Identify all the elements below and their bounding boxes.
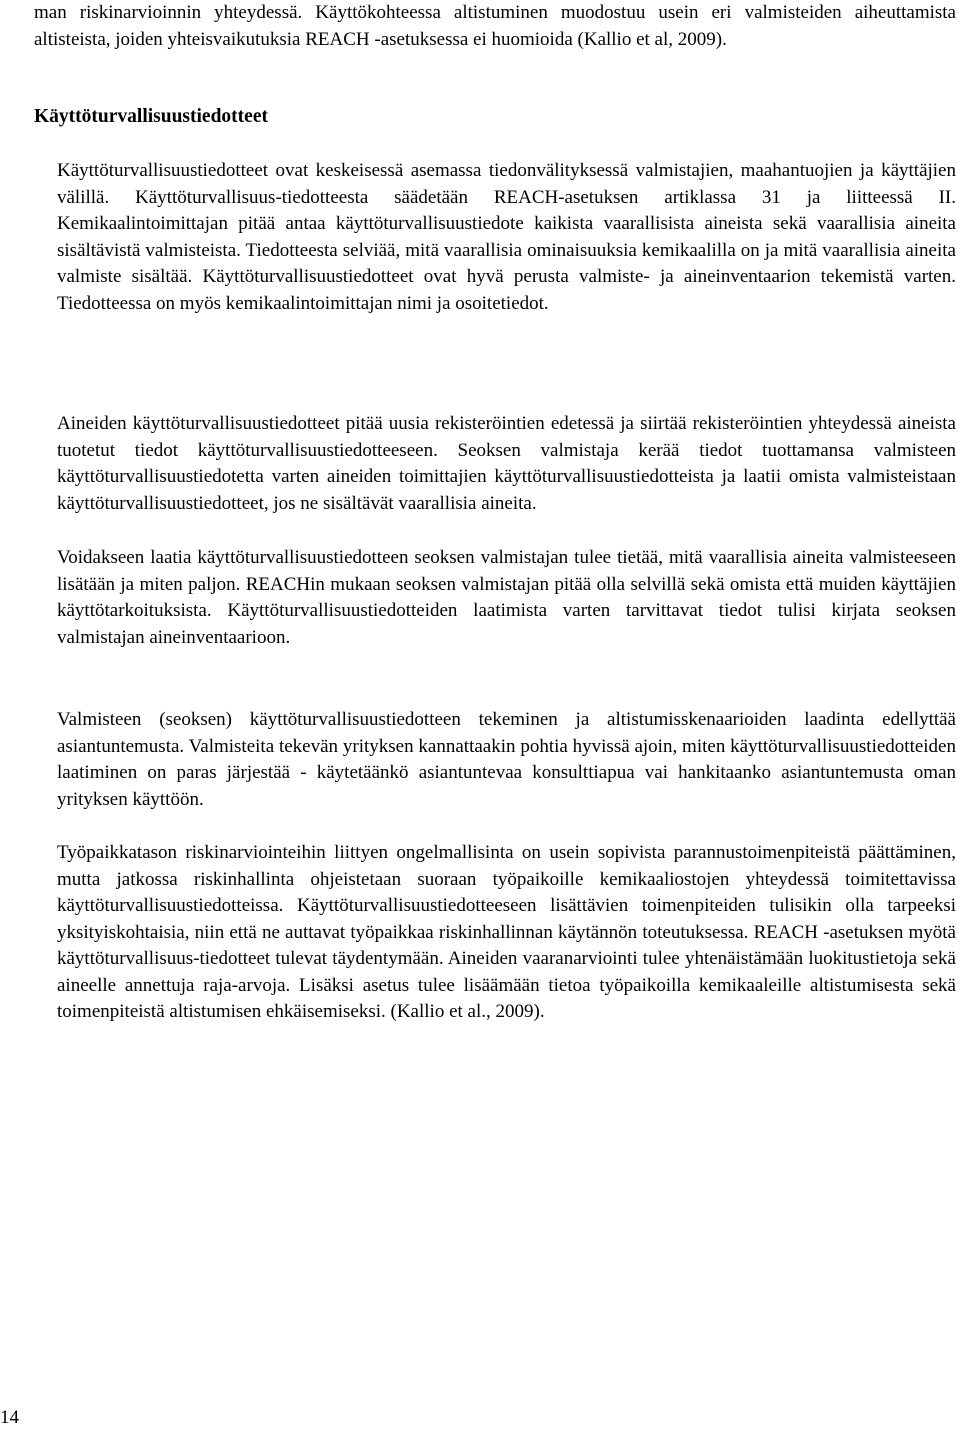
intro-paragraph-text: man riskinarvioinnin yhteydessä. Käyttökohteessa altistuminen muodostuu usein eri valmisteiden aiheuttamista altisteista, joiden yhteisvaikutuksia REACH -asetuksessa ei huomioida (Kallio et al, 2009).	[34, 2, 956, 50]
intro-paragraph	[34, 0, 956, 53]
body-paragraph-text: Valmisteen (seoksen) käyttöturvallisuustiedotteen tekeminen ja altistumisskenaarioiden laadinta edellyttää asiantuntemusta. Valmisteita tekevän yrityksen kannattaakin pohtia hyvissä ajoin, miten käyttöturvallisuustiedotteiden laatiminen on paras järjestää - käytetäänkö asiantuntevaa konsulttiapua vai hankitaanko asiantuntemusta oman yrityksen käyttöön.	[57, 709, 956, 810]
body-paragraph-text: Voidakseen laatia käyttöturvallisuustiedotteen seoksen valmistajan tulee tietää, mitä vaarallisia aineita valmisteeseen lisätään ja miten paljon. REACHin mukaan seoksen valmistajan pitää olla selvillä sekä omista että muiden käyttäjien käyttötarkoituksista. Käyttöturvallisuustiedotteiden laatimista varten tarvittavat tiedot tulisi kirjata seoksen valmistajan aineinventaarioon.	[57, 547, 956, 648]
body-paragraph-text: Aineiden käyttöturvallisuustiedotteet pitää uusia rekisteröintien edetessä ja siirtää rekisteröintien yhteydessä aineista tuotetut tiedot käyttöturvallisuustiedotteeseen. Seoksen valmistaja kerää tiedot tuottamansa valmisteen käyttöturvallisuustiedotetta varten aineiden toimittajien käyttöturvallisuustiedotteista ja laatii omista valmisteistaan käyttöturvallisuustiedotteet, jos ne sisältävät vaarallisia aineita.	[57, 413, 956, 514]
body-paragraph-1	[57, 158, 956, 317]
body-paragraph-text: Työpaikkatason riskinarviointeihin liittyen ongelmallisinta on usein sopivista parannustoimenpiteistä päättäminen, mutta jatkossa riskinhallinta ohjeistetaan suoraan työpaikoille kemikaaliostojen yhteydessä toimitettavissa käyttöturvallisuustiedotteissa. Käyttöturvallisuustiedotteeseen lisättävien toimenpiteiden tulisikin olla tarpeeksi yksityiskohtaisia, niin että ne auttavat työpaikkaa riskinhallinnan käytännön toteutuksessa. REACH -asetuksen myötä käyttöturvallisuus-tiedotteet tulevat täydentymään. Aineiden vaaranarviointi tulee yhtenäistämään luokitustietoja sekä aineelle annettuja raja-arvoja. Lisäksi asetus tulee lisäämään tietoa työpaikoilla kemikaaleille altistumisesta sekä toimenpiteistä altistumisen ehkäisemiseksi. (Kallio et al., 2009).	[57, 842, 956, 1022]
section-heading: Käyttöturvallisuustiedotteet	[34, 106, 268, 127]
body-paragraph-3	[57, 545, 956, 651]
body-paragraph-4	[57, 707, 956, 813]
page-number: 14	[0, 1407, 19, 1428]
body-paragraph-text: Käyttöturvallisuustiedotteet ovat keskeisessä asemassa tiedonvälityksessä valmistajien, maahantuojien ja käyttäjien välillä. Käyttöturvallisuus-tiedotteesta säädetään REACH-asetuksen artiklassa 31 ja liitteessä II. Kemikaalintoimittajan pitää antaa käyttöturvallisuustiedote kaikista vaarallisista aineista sekä vaarallisia aineita sisältävistä valmisteista. Tiedotteesta selviää, mitä vaarallisia ominaisuuksia kemikaalilla on ja mitä vaarallisia aineita valmiste sisältää. Käyttöturvallisuustiedotteet ovat hyvä perusta valmiste- ja aineinventaarion tekemistä varten. Tiedotteessa on myös kemikaalintoimittajan nimi ja osoitetiedot.	[57, 160, 956, 314]
body-paragraph-5	[57, 840, 956, 1026]
body-paragraph-2	[57, 411, 956, 517]
